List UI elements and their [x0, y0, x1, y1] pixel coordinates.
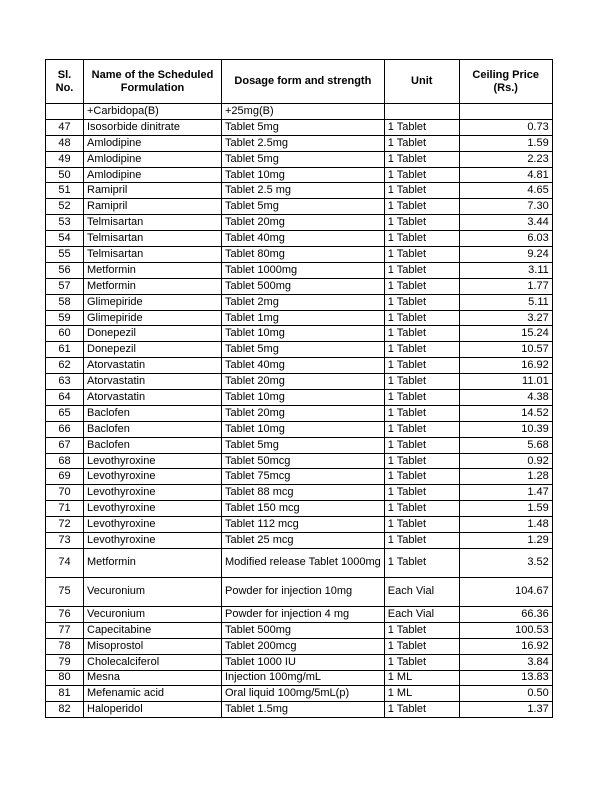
cell-dosage-form: Tablet 40mg — [222, 358, 385, 374]
header-unit: Unit — [384, 60, 459, 104]
cell-ceiling-price: 1.28 — [459, 469, 552, 485]
cell-formulation-name: Metformin — [84, 548, 222, 577]
cell-formulation-name: Levothyroxine — [84, 517, 222, 533]
cell-ceiling-price: 104.67 — [459, 577, 552, 606]
cell-unit: 1 Tablet — [384, 167, 459, 183]
cell-formulation-name: Vecuronium — [84, 577, 222, 606]
cell-ceiling-price: 1.37 — [459, 702, 552, 718]
cell-sl-no: 75 — [46, 577, 84, 606]
cell-unit: 1 Tablet — [384, 215, 459, 231]
cell-sl-no: 70 — [46, 485, 84, 501]
cell-formulation-name: Telmisartan — [84, 247, 222, 263]
cell-formulation-name: Capecitabine — [84, 622, 222, 638]
cell-formulation-name: Baclofen — [84, 421, 222, 437]
cell-ceiling-price: 3.11 — [459, 262, 552, 278]
cell-formulation-name: Amlodipine — [84, 135, 222, 151]
cell-dosage-form: Injection 100mg/mL — [222, 670, 385, 686]
cell-dosage-form: Tablet 75mcg — [222, 469, 385, 485]
table-row — [46, 654, 553, 670]
cell-unit: 1 Tablet — [384, 533, 459, 549]
cell-unit: 1 Tablet — [384, 310, 459, 326]
cell-dosage-form: +25mg(B) — [222, 104, 385, 120]
cell-formulation-name: Metformin — [84, 262, 222, 278]
cell-formulation-name: Vecuronium — [84, 606, 222, 622]
cell-ceiling-price: 4.38 — [459, 390, 552, 406]
table-row — [46, 390, 553, 406]
header-ceiling-price: Ceiling Price (Rs.) — [459, 60, 552, 104]
cell-ceiling-price: 3.44 — [459, 215, 552, 231]
cell-formulation-name: Haloperidol — [84, 702, 222, 718]
table-row — [46, 151, 553, 167]
cell-ceiling-price: 15.24 — [459, 326, 552, 342]
cell-dosage-form: Tablet 2.5 mg — [222, 183, 385, 199]
cell-sl-no: 57 — [46, 278, 84, 294]
cell-unit: 1 Tablet — [384, 199, 459, 215]
cell-ceiling-price: 1.59 — [459, 501, 552, 517]
cell-sl-no: 71 — [46, 501, 84, 517]
cell-dosage-form: Tablet 1.5mg — [222, 702, 385, 718]
table-row — [46, 326, 553, 342]
cell-dosage-form: Tablet 10mg — [222, 167, 385, 183]
cell-sl-no: 69 — [46, 469, 84, 485]
cell-unit: 1 Tablet — [384, 278, 459, 294]
cell-ceiling-price: 5.11 — [459, 294, 552, 310]
cell-sl-no: 82 — [46, 702, 84, 718]
table-row — [46, 548, 553, 577]
table-row — [46, 577, 553, 606]
cell-sl-no: 64 — [46, 390, 84, 406]
cell-formulation-name: Atorvastatin — [84, 358, 222, 374]
cell-ceiling-price: 14.52 — [459, 405, 552, 421]
cell-unit: 1 Tablet — [384, 702, 459, 718]
cell-ceiling-price: 5.68 — [459, 437, 552, 453]
cell-unit: 1 Tablet — [384, 469, 459, 485]
cell-dosage-form: Tablet 25 mcg — [222, 533, 385, 549]
cell-dosage-form: Powder for injection 4 mg — [222, 606, 385, 622]
cell-unit: 1 Tablet — [384, 358, 459, 374]
cell-unit: 1 Tablet — [384, 437, 459, 453]
cell-ceiling-price: 1.59 — [459, 135, 552, 151]
cell-sl-no: 78 — [46, 638, 84, 654]
cell-sl-no: 65 — [46, 405, 84, 421]
table-row — [46, 485, 553, 501]
cell-sl-no: 81 — [46, 686, 84, 702]
cell-unit: 1 Tablet — [384, 390, 459, 406]
table-row — [46, 183, 553, 199]
cell-formulation-name: Donepezil — [84, 342, 222, 358]
cell-dosage-form: Tablet 5mg — [222, 119, 385, 135]
cell-unit: 1 Tablet — [384, 247, 459, 263]
table-row — [46, 278, 553, 294]
cell-formulation-name: Glimepiride — [84, 294, 222, 310]
table-row — [46, 533, 553, 549]
cell-sl-no: 54 — [46, 231, 84, 247]
cell-ceiling-price: 0.50 — [459, 686, 552, 702]
cell-unit: 1 Tablet — [384, 405, 459, 421]
cell-dosage-form: Tablet 10mg — [222, 326, 385, 342]
cell-ceiling-price: 11.01 — [459, 374, 552, 390]
cell-sl-no: 72 — [46, 517, 84, 533]
table-row — [46, 517, 553, 533]
table-row — [46, 294, 553, 310]
header-dosage-form: Dosage form and strength — [222, 60, 385, 104]
cell-sl-no: 55 — [46, 247, 84, 263]
cell-dosage-form: Tablet 2.5mg — [222, 135, 385, 151]
table-row — [46, 421, 553, 437]
cell-formulation-name: Telmisartan — [84, 231, 222, 247]
cell-formulation-name: Metformin — [84, 278, 222, 294]
cell-sl-no: 68 — [46, 453, 84, 469]
cell-unit: 1 Tablet — [384, 453, 459, 469]
cell-dosage-form: Tablet 10mg — [222, 421, 385, 437]
cell-formulation-name: Amlodipine — [84, 167, 222, 183]
cell-formulation-name: Baclofen — [84, 405, 222, 421]
cell-dosage-form: Tablet 5mg — [222, 151, 385, 167]
cell-ceiling-price: 100.53 — [459, 622, 552, 638]
cell-unit: Each Vial — [384, 606, 459, 622]
cell-dosage-form: Modified release Tablet 1000mg — [222, 548, 385, 577]
table-row — [46, 622, 553, 638]
table-row — [46, 638, 553, 654]
cell-sl-no: 73 — [46, 533, 84, 549]
cell-dosage-form: Tablet 1000mg — [222, 262, 385, 278]
table-body — [46, 104, 553, 718]
cell-unit: 1 ML — [384, 686, 459, 702]
cell-sl-no: 49 — [46, 151, 84, 167]
cell-formulation-name: +Carbidopa(B) — [84, 104, 222, 120]
cell-dosage-form: Tablet 50mcg — [222, 453, 385, 469]
table-row — [46, 670, 553, 686]
cell-ceiling-price: 4.81 — [459, 167, 552, 183]
cell-unit: 1 Tablet — [384, 421, 459, 437]
cell-sl-no: 58 — [46, 294, 84, 310]
cell-unit: 1 Tablet — [384, 119, 459, 135]
cell-unit: 1 Tablet — [384, 151, 459, 167]
cell-unit: Each Vial — [384, 577, 459, 606]
cell-dosage-form: Tablet 80mg — [222, 247, 385, 263]
cell-ceiling-price: 16.92 — [459, 358, 552, 374]
cell-ceiling-price: 16.92 — [459, 638, 552, 654]
cell-formulation-name: Misoprostol — [84, 638, 222, 654]
cell-dosage-form: Tablet 88 mcg — [222, 485, 385, 501]
cell-dosage-form: Tablet 20mg — [222, 405, 385, 421]
cell-dosage-form: Tablet 500mg — [222, 622, 385, 638]
cell-sl-no: 63 — [46, 374, 84, 390]
cell-ceiling-price: 0.73 — [459, 119, 552, 135]
cell-dosage-form: Tablet 1000 IU — [222, 654, 385, 670]
cell-ceiling-price: 10.39 — [459, 421, 552, 437]
cell-ceiling-price: 13.83 — [459, 670, 552, 686]
cell-sl-no: 66 — [46, 421, 84, 437]
cell-ceiling-price: 2.23 — [459, 151, 552, 167]
cell-sl-no: 74 — [46, 548, 84, 577]
cell-formulation-name: Atorvastatin — [84, 390, 222, 406]
table-row — [46, 405, 553, 421]
cell-unit: 1 Tablet — [384, 294, 459, 310]
cell-sl-no: 79 — [46, 654, 84, 670]
cell-unit — [384, 104, 459, 120]
table-row — [46, 501, 553, 517]
cell-unit: 1 Tablet — [384, 654, 459, 670]
cell-dosage-form: Tablet 5mg — [222, 437, 385, 453]
cell-sl-no: 67 — [46, 437, 84, 453]
cell-ceiling-price: 1.47 — [459, 485, 552, 501]
cell-sl-no: 51 — [46, 183, 84, 199]
cell-sl-no: 80 — [46, 670, 84, 686]
cell-dosage-form: Tablet 500mg — [222, 278, 385, 294]
cell-dosage-form: Oral liquid 100mg/5mL(p) — [222, 686, 385, 702]
cell-ceiling-price: 1.48 — [459, 517, 552, 533]
ceiling-price-table — [45, 59, 553, 718]
cell-formulation-name: Ramipril — [84, 199, 222, 215]
cell-dosage-form: Powder for injection 10mg — [222, 577, 385, 606]
cell-formulation-name: Levothyroxine — [84, 501, 222, 517]
cell-sl-no: 59 — [46, 310, 84, 326]
cell-dosage-form: Tablet 112 mcg — [222, 517, 385, 533]
cell-ceiling-price: 66.36 — [459, 606, 552, 622]
table-row — [46, 135, 553, 151]
cell-dosage-form: Tablet 40mg — [222, 231, 385, 247]
cell-sl-no: 61 — [46, 342, 84, 358]
cell-unit: 1 Tablet — [384, 326, 459, 342]
cell-dosage-form: Tablet 150 mcg — [222, 501, 385, 517]
cell-sl-no: 48 — [46, 135, 84, 151]
cell-dosage-form: Tablet 1mg — [222, 310, 385, 326]
cell-formulation-name: Atorvastatin — [84, 374, 222, 390]
cell-sl-no: 47 — [46, 119, 84, 135]
table-row — [46, 104, 553, 120]
cell-unit: 1 Tablet — [384, 183, 459, 199]
table-row — [46, 606, 553, 622]
cell-formulation-name: Amlodipine — [84, 151, 222, 167]
cell-dosage-form: Tablet 200mcg — [222, 638, 385, 654]
table-row — [46, 231, 553, 247]
cell-unit: 1 Tablet — [384, 638, 459, 654]
table-row — [46, 167, 553, 183]
table-row — [46, 215, 553, 231]
cell-formulation-name: Cholecalciferol — [84, 654, 222, 670]
cell-ceiling-price — [459, 104, 552, 120]
cell-dosage-form: Tablet 2mg — [222, 294, 385, 310]
cell-formulation-name: Baclofen — [84, 437, 222, 453]
cell-sl-no: 50 — [46, 167, 84, 183]
cell-dosage-form: Tablet 10mg — [222, 390, 385, 406]
table-row — [46, 702, 553, 718]
cell-formulation-name: Mesna — [84, 670, 222, 686]
cell-formulation-name: Levothyroxine — [84, 469, 222, 485]
cell-formulation-name: Levothyroxine — [84, 453, 222, 469]
cell-unit: 1 Tablet — [384, 622, 459, 638]
cell-dosage-form: Tablet 20mg — [222, 215, 385, 231]
cell-unit: 1 Tablet — [384, 135, 459, 151]
table-header-row — [46, 60, 553, 104]
cell-ceiling-price: 0.92 — [459, 453, 552, 469]
cell-sl-no: 62 — [46, 358, 84, 374]
table-row — [46, 342, 553, 358]
cell-unit: 1 Tablet — [384, 501, 459, 517]
cell-ceiling-price: 3.52 — [459, 548, 552, 577]
table-row — [46, 453, 553, 469]
cell-sl-no: 53 — [46, 215, 84, 231]
cell-unit: 1 Tablet — [384, 231, 459, 247]
table-row — [46, 374, 553, 390]
cell-unit: 1 ML — [384, 670, 459, 686]
cell-ceiling-price: 7.30 — [459, 199, 552, 215]
table-row — [46, 437, 553, 453]
cell-sl-no: 60 — [46, 326, 84, 342]
table-row — [46, 358, 553, 374]
cell-unit: 1 Tablet — [384, 342, 459, 358]
cell-sl-no: 52 — [46, 199, 84, 215]
cell-formulation-name: Ramipril — [84, 183, 222, 199]
cell-ceiling-price: 3.27 — [459, 310, 552, 326]
cell-dosage-form: Tablet 5mg — [222, 199, 385, 215]
cell-sl-no: 77 — [46, 622, 84, 638]
table-row — [46, 310, 553, 326]
cell-formulation-name: Telmisartan — [84, 215, 222, 231]
cell-formulation-name: Donepezil — [84, 326, 222, 342]
cell-sl-no — [46, 104, 84, 120]
cell-formulation-name: Levothyroxine — [84, 485, 222, 501]
table-row — [46, 686, 553, 702]
header-sl-no: Sl. No. — [46, 60, 84, 104]
cell-formulation-name: Levothyroxine — [84, 533, 222, 549]
table-row — [46, 247, 553, 263]
cell-sl-no: 56 — [46, 262, 84, 278]
cell-ceiling-price: 3.84 — [459, 654, 552, 670]
cell-formulation-name: Mefenamic acid — [84, 686, 222, 702]
cell-formulation-name: Glimepiride — [84, 310, 222, 326]
cell-dosage-form: Tablet 5mg — [222, 342, 385, 358]
cell-unit: 1 Tablet — [384, 548, 459, 577]
table-row — [46, 469, 553, 485]
cell-ceiling-price: 1.77 — [459, 278, 552, 294]
cell-ceiling-price: 9.24 — [459, 247, 552, 263]
header-formulation-name: Name of the Scheduled Formulation — [84, 60, 222, 104]
cell-formulation-name: Isosorbide dinitrate — [84, 119, 222, 135]
table-row — [46, 262, 553, 278]
cell-ceiling-price: 10.57 — [459, 342, 552, 358]
cell-unit: 1 Tablet — [384, 262, 459, 278]
cell-sl-no: 76 — [46, 606, 84, 622]
cell-unit: 1 Tablet — [384, 485, 459, 501]
cell-ceiling-price: 6.03 — [459, 231, 552, 247]
cell-unit: 1 Tablet — [384, 374, 459, 390]
cell-dosage-form: Tablet 20mg — [222, 374, 385, 390]
table-row — [46, 199, 553, 215]
cell-ceiling-price: 4.65 — [459, 183, 552, 199]
cell-unit: 1 Tablet — [384, 517, 459, 533]
table-row — [46, 119, 553, 135]
cell-ceiling-price: 1.29 — [459, 533, 552, 549]
